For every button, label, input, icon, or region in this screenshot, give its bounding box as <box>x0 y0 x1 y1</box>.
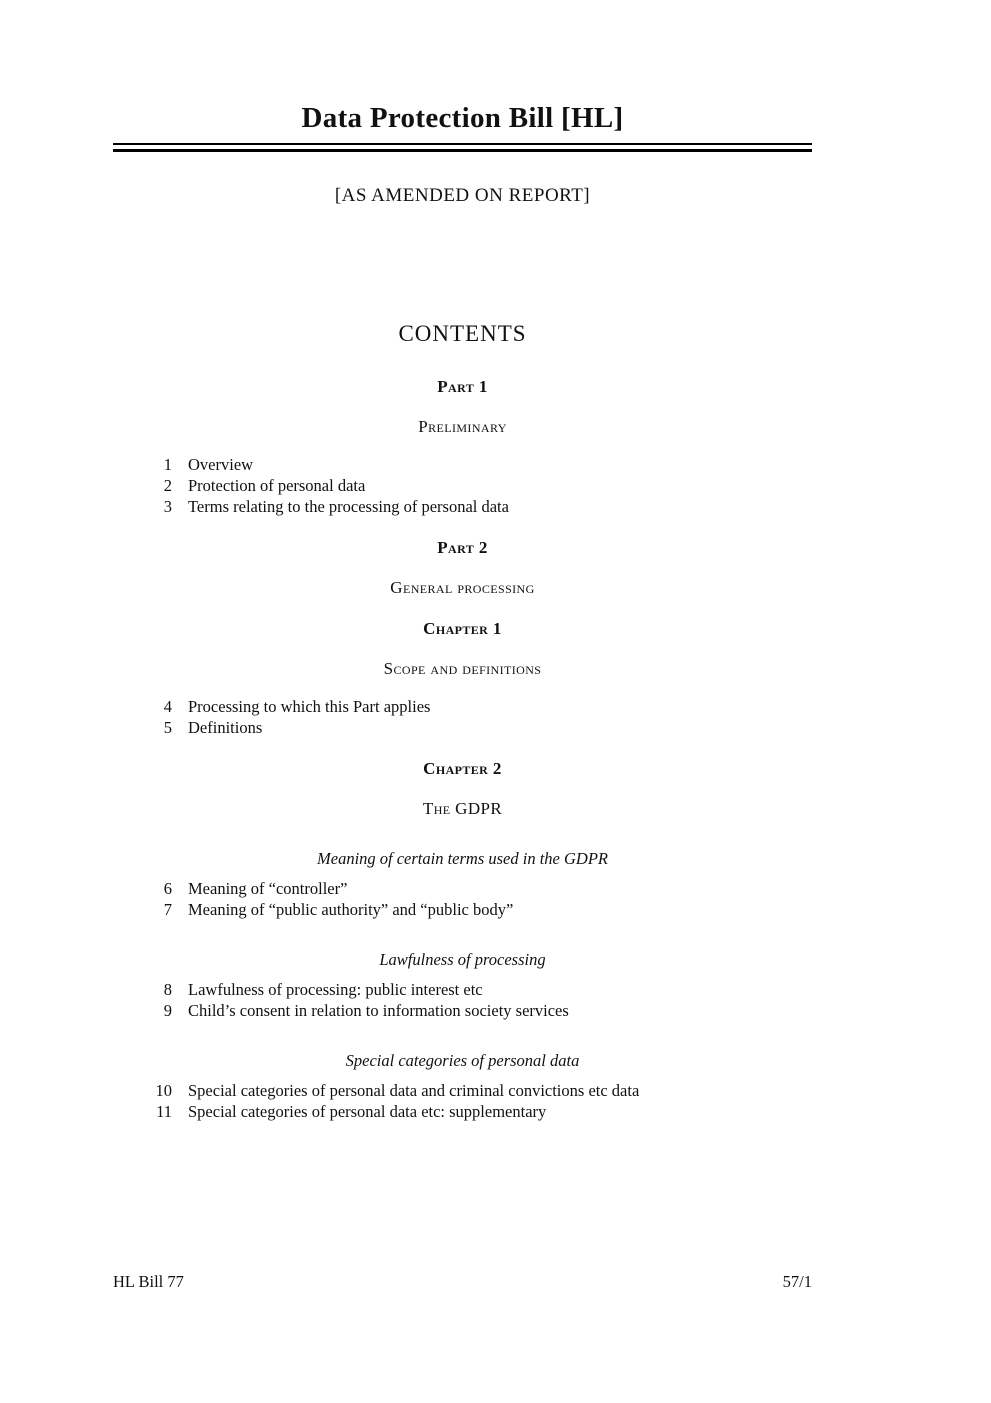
crosshead-heading: Lawfulness of processing <box>379 950 546 969</box>
clause-title: Meaning of “controller” <box>188 879 348 898</box>
crosshead-heading: Meaning of certain terms used in the GDPR <box>317 849 608 868</box>
subhead-heading: General processing <box>390 578 535 597</box>
clause-number: 5 <box>163 718 172 737</box>
toc-item <box>113 899 812 920</box>
title-double-rule <box>113 143 812 152</box>
subhead-heading: Preliminary <box>418 417 507 436</box>
toc-item-group <box>113 979 812 1021</box>
subhead-heading: Scope and definitions <box>383 659 542 678</box>
clause-number: 1 <box>163 455 172 474</box>
subhead-heading: The GDPR <box>422 799 503 818</box>
clause-title: Special categories of personal data and criminal convictions etc data <box>188 1081 640 1100</box>
chapter-heading: Chapter 1 <box>423 619 502 638</box>
clause-number: 3 <box>163 497 172 516</box>
toc-item <box>113 717 812 738</box>
toc <box>113 376 812 1122</box>
clause-number: 4 <box>163 697 172 716</box>
toc-item <box>113 496 812 517</box>
clause-number: 6 <box>163 879 172 898</box>
clause-title: Overview <box>188 455 254 474</box>
toc-item <box>113 454 812 475</box>
clause-number: 10 <box>155 1081 172 1100</box>
toc-item-group <box>113 454 812 517</box>
bill-number: HL Bill 77 <box>113 1272 184 1291</box>
clause-title: Terms relating to the processing of personal data <box>188 497 509 516</box>
document-title: Data Protection Bill [HL] <box>301 102 624 134</box>
toc-item-group <box>113 878 812 920</box>
part-heading: Part 1 <box>437 377 488 396</box>
clause-number: 7 <box>163 900 172 919</box>
part-heading: Part 2 <box>437 538 488 557</box>
clause-number: 2 <box>163 476 172 495</box>
clause-title: Special categories of personal data etc: supplementary <box>188 1102 547 1121</box>
clause-title: Lawfulness of processing: public interest etc <box>188 980 483 999</box>
toc-item <box>113 696 812 717</box>
clause-number: 9 <box>163 1001 172 1020</box>
toc-item <box>113 979 812 1000</box>
page-content <box>113 0 812 1122</box>
toc-item <box>113 1101 812 1122</box>
toc-item <box>113 475 812 496</box>
toc-item <box>113 1080 812 1101</box>
clause-title: Meaning of “public authority” and “public body” <box>188 900 514 919</box>
clause-title: Processing to which this Part applies <box>188 697 431 716</box>
clause-number: 8 <box>163 980 172 999</box>
toc-item <box>113 1000 812 1021</box>
toc-item <box>113 878 812 899</box>
contents-heading: CONTENTS <box>398 321 527 346</box>
clause-title: Definitions <box>188 718 263 737</box>
clause-title: Child’s consent in relation to information society services <box>188 1001 569 1020</box>
clause-title: Protection of personal data <box>188 476 366 495</box>
toc-item-group <box>113 1080 812 1122</box>
toc-item-group <box>113 696 812 738</box>
chapter-heading: Chapter 2 <box>423 759 502 778</box>
clause-number: 11 <box>156 1102 172 1121</box>
crosshead-heading: Special categories of personal data <box>345 1051 580 1070</box>
amendment-status: [AS AMENDED ON REPORT] <box>334 185 591 206</box>
print-code: 57/1 <box>782 1272 812 1291</box>
